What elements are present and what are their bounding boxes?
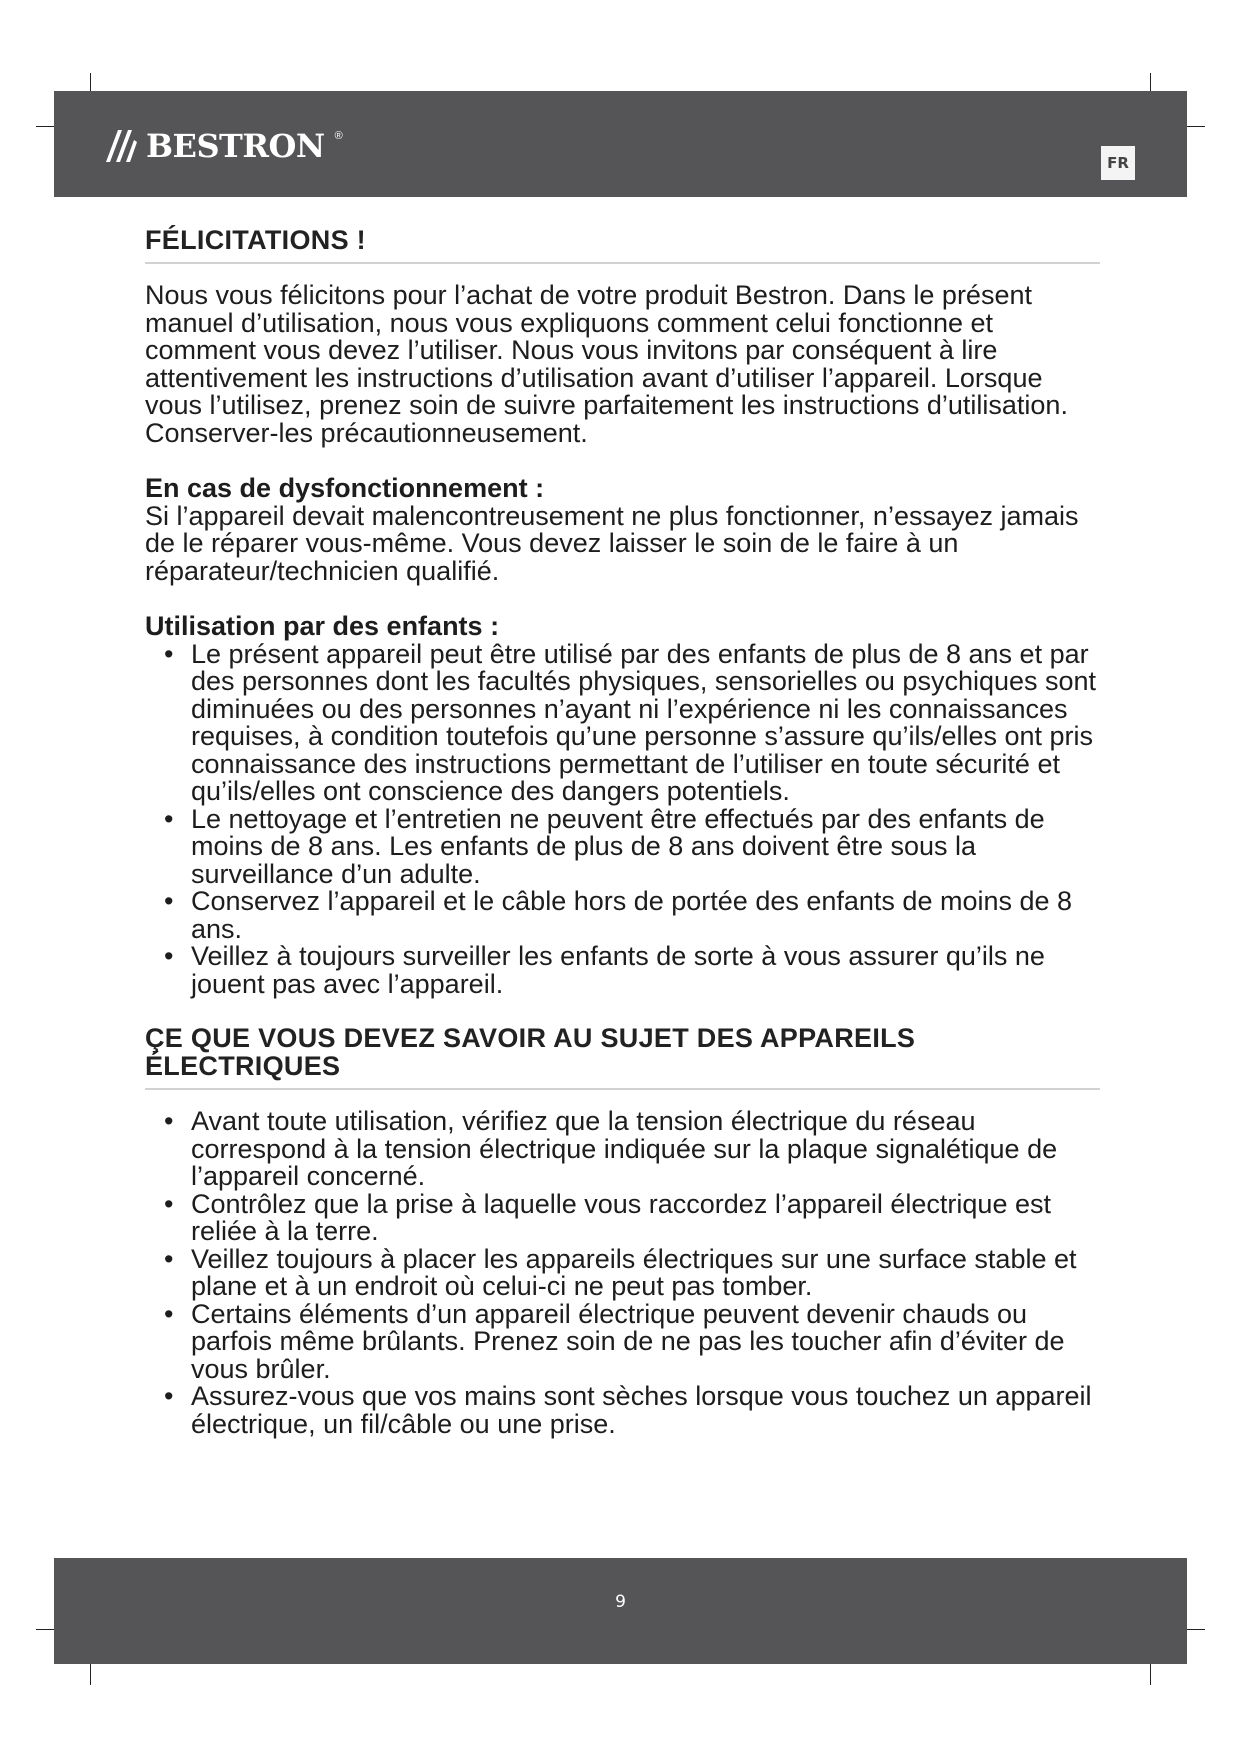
divider <box>145 1088 1100 1090</box>
electrical-section <box>145 1024 1100 1438</box>
list-item: • Certains éléments d’un appareil électrique peuvent devenir chauds ou parfois même brûlants. Prenez soin de ne pas les toucher afin d’éviter de vous brûler. <box>145 1301 1100 1384</box>
malfunction-paragraph: Si l’appareil devait malencontreusement ne plus fonctionner, n’essayez jamais de le réparer vous-même. Vous devez laisser le soin de le faire à un réparateur/technicien qualifié. <box>145 500 1079 586</box>
list-item: • Veillez toujours à placer les appareils électriques sur une surface stable et plane et à un endroit où celui-ci ne peut pas tomber. <box>145 1246 1100 1301</box>
chevron-logo-icon <box>104 128 138 164</box>
list-item: • Assurez-vous que vos mains sont sèches lorsque vous touchez un appareil électrique, un fil/câble ou une prise. <box>145 1383 1100 1438</box>
children-section <box>145 613 1100 998</box>
divider <box>145 262 1100 264</box>
language-badge: FR <box>1101 146 1135 180</box>
list-item: • Conservez l’appareil et le câble hors de portée des enfants de moins de 8 ans. <box>145 888 1100 943</box>
list-item: • Le nettoyage et l’entretien ne peuvent être effectués par des enfants de moins de 8 ans. Les enfants de plus de 8 ans doivent être sous la surveillance d’un adulte. <box>145 806 1100 889</box>
subsection-title: En cas de dysfonctionnement : <box>145 473 545 503</box>
footer-band <box>54 1558 1187 1664</box>
malfunction-section <box>145 475 1100 585</box>
children-list <box>145 638 1100 999</box>
brand-logo <box>104 127 343 165</box>
page-number: 9 <box>615 1592 626 1612</box>
congratulations-section <box>145 226 1100 447</box>
list-item: • Le présent appareil peut être utilisé par des enfants de plus de 8 ans et par des personnes dont les facultés physiques, sensorielles ou psychiques sont diminuées ou des personnes n’ayant ni l’expérience ni les connaissances requises, à condition toutefois qu’une personne s’assure qu’ils/elles ont pris connaissance des instructions permettant de l’utiliser en toute sécurité et qu’ils/elles ont conscience des dangers potentiels. <box>145 641 1100 806</box>
brand-name: BESTRON <box>146 127 325 165</box>
list-item: • Contrôlez que la prise à laquelle vous raccordez l’appareil électrique est reliée à la terre. <box>145 1191 1100 1246</box>
subsection-title: Utilisation par des enfants : <box>145 611 500 641</box>
section-title: FÉLICITATIONS ! <box>145 225 366 255</box>
header-band <box>54 91 1187 197</box>
page-content <box>145 226 1100 1438</box>
list-item: • Veillez à toujours surveiller les enfants de sorte à vous assurer qu’ils ne jouent pas avec l’appareil. <box>145 943 1100 998</box>
list-item: • Avant toute utilisation, vérifiez que la tension électrique du réseau correspond à la tension électrique indiquée sur la plaque signalétique de l’appareil concerné. <box>145 1108 1100 1191</box>
congratulations-paragraph: Nous vous félicitons pour l’achat de votre produit Bestron. Dans le présent manuel d’utilisation, nous vous expliquons comment celui fonctionne et comment vous devez l’utiliser. Nous vous invitons par conséquent à lire attentivement les instructions d’utilisation avant d’utiliser l’appareil. Lorsque vous l’utilisez, prenez soin de suivre parfaitement les instructions d’utilisation. Conserver-les précautionneusement. <box>145 280 1068 448</box>
electrical-list <box>145 1108 1100 1438</box>
section-title: ÇE QUE VOUS DEVEZ SAVOIR AU SUJET DES APPAREILS ÉLECTRIQUES <box>145 1023 916 1081</box>
registered-mark: ® <box>334 130 343 142</box>
